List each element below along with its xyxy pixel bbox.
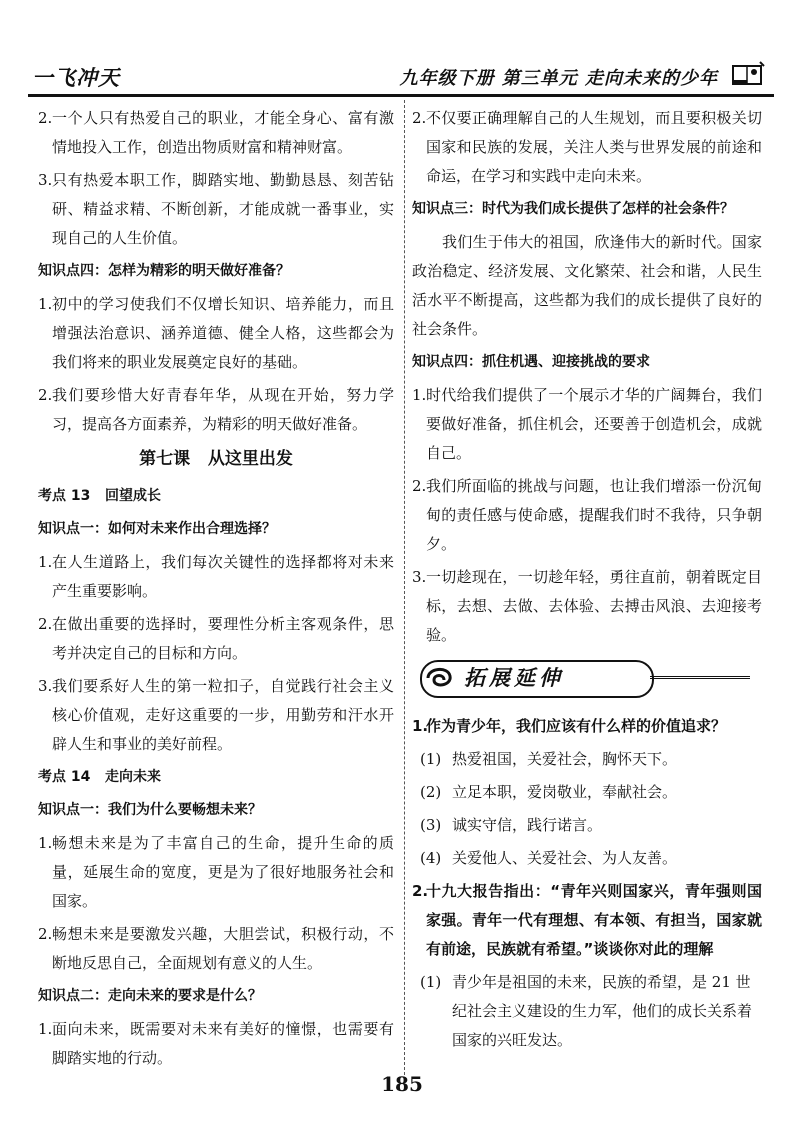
list-item-number: 1. [38,1020,53,1038]
answer-item-text: 立足本职，爱岗敬业，奉献社会。 [452,783,678,801]
answer-item-number: (3) [420,816,442,834]
knowledge-point-heading: 知识点二：走向未来的要求是什么？ [38,988,262,1004]
running-title: 九年级下册 第三单元 走向未来的少年 [399,68,718,89]
extension-banner [412,658,762,702]
answer-item-number: (4) [420,849,442,867]
answer-item-number: (1) [420,750,442,768]
list-item-text: 只有热爱本职工作，脚踏实地、勤勤恳恳、刻苦钻研、精益求精、不断创新，才能成就一番事业，实现自己的人生价值。 [52,171,394,247]
banner-title: 拓展延伸 [464,666,564,690]
list-item-number: 1. [412,386,427,404]
lesson-title: 第七课 从这里出发 [139,449,293,469]
list-item-text: 我们要珍惜大好青春年华，从现在开始，努力学习，提高各方面素养，为精彩的明天做好准备。 [52,386,394,433]
list-item [38,1015,394,1073]
knowledge-point-heading: 知识点三：时代为我们成长提供了怎样的社会条件？ [412,201,734,217]
list-item-number: 2. [38,615,53,633]
list-item-text: 畅想未来是为了丰富自己的生命，提升生命的质量，延展生命的宽度，更是为了很好地服务社会和国家。 [52,834,394,910]
list-item-number: 3. [38,171,53,189]
answer-item-text: 诚实守信，践行诺言。 [452,816,603,834]
list-item-text: 在做出重要的选择时，要理性分析主客观条件，思考并决定自己的目标和方向。 [52,615,394,662]
list-item [38,166,394,253]
answer-item [420,968,762,1055]
question-text: 作为青少年，我们应该有什么样的价值追求？ [426,717,727,735]
list-item-number: 3. [38,677,53,695]
list-item [412,563,762,650]
list-item-number: 1. [38,834,53,852]
right-column [412,104,762,1059]
answer-item [420,844,762,873]
list-item [412,381,762,468]
list-item-number: 2. [412,109,427,127]
list-item-text: 时代给我们提供了一个展示才华的广阔舞台，我们要做好准备，抓住机会，还要善于创造机会，成就自己。 [426,386,762,462]
answer-item [420,745,762,774]
list-item-number: 1. [38,295,53,313]
list-item-text: 初中的学习使我们不仅增长知识、培养能力，而且增强法治意识、涵养道德、健全人格，这些都会为我们将来的职业发展奠定良好的基础。 [52,295,394,371]
question [412,712,762,741]
exam-point-heading: 考点 13 回望成长 [38,488,161,504]
list-item-text: 不仅要正确理解自己的人生规划，而且要积极关切国家和民族的发展，关注人类与世界发展的前途和命运，在学习和实践中走向未来。 [426,109,762,185]
list-item-text: 一切趁现在，一切趁年轻，勇往直前，朝着既定目标，去想、去做、去体验、去搏击风浪、去迎接考验。 [426,568,762,644]
list-item [412,472,762,559]
list-item [38,290,394,377]
list-item-number: 2. [38,925,53,943]
answer-item-number: (1) [420,973,442,991]
knowledge-point-heading: 知识点一：我们为什么要畅想未来？ [38,802,262,818]
list-item-text: 面向未来，既需要对未来有美好的憧憬，也需要有脚踏实地的行动。 [52,1020,394,1067]
question [412,877,762,964]
list-item-number: 2. [38,109,53,127]
question-number: 1. [412,717,429,735]
left-column [38,104,394,1077]
list-item [38,672,394,759]
knowledge-point-heading: 知识点四：抓住机遇、迎接挑战的要求 [412,354,650,370]
book-ornament-icon [730,60,766,88]
list-item-text: 我们要系好人生的第一粒扣子，自觉践行社会主义核心价值观，走好这重要的一步，用勤劳和汗水开辟人生和事业的美好前程。 [52,677,394,753]
list-item-number: 2. [412,477,427,495]
answer-item-text: 关爱他人、关爱社会、为人友善。 [452,849,678,867]
paragraph: 我们生于伟大的祖国，欣逢伟大的新时代。国家政治稳定、经济发展、文化繁荣、社会和谐，人民生活水平不断提高，这些都为我们的成长提供了良好的社会条件。 [412,233,762,338]
list-item [38,610,394,668]
list-item [38,829,394,916]
answer-item-number: (2) [420,783,442,801]
page-number: 185 [381,1072,423,1096]
list-item [38,548,394,606]
question-number: 2. [412,882,429,900]
page-header [28,60,776,90]
list-item [38,104,394,162]
swirl-icon [422,662,458,692]
list-item-number: 1. [38,553,53,571]
answer-item-text: 青少年是祖国的未来，民族的希望，是 21 世纪社会主义建设的生力军，他们的成长关系着国家的兴旺发达。 [452,973,753,1049]
header-rule [28,94,774,97]
banner-rule [650,676,750,679]
answer-item [420,811,762,840]
list-item-text: 一个人只有热爱自己的职业，才能全身心、富有激情地投入工作，创造出物质财富和精神财富。 [52,109,394,156]
list-item [412,104,762,191]
list-item-text: 在人生道路上，我们每次关键性的选择都将对未来产生重要影响。 [52,553,394,600]
question-text: 十九大报告指出：“青年兴则国家兴，青年强则国家强。青年一代有理想、有本领、有担当，国家就有前途，民族就有希望。”谈谈你对此的理解 [426,882,762,958]
knowledge-point-heading: 知识点一：如何对未来作出合理选择？ [38,521,276,537]
list-item-number: 2. [38,386,53,404]
knowledge-point-heading: 知识点四：怎样为精彩的明天做好准备？ [38,263,290,279]
list-item-number: 3. [412,568,427,586]
answer-item-text: 热爱祖国，关爱社会，胸怀天下。 [452,750,678,768]
list-item-text: 我们所面临的挑战与问题，也让我们增添一份沉甸甸的责任感与使命感，提醒我们时不我待，只争朝夕。 [426,477,762,553]
column-divider [404,100,405,1075]
brand-logo-text: 一飞冲天 [32,65,120,90]
list-item-text: 畅想未来是要激发兴趣，大胆尝试，积极行动，不断地反思自己，全面规划有意义的人生。 [52,925,394,972]
list-item [38,920,394,978]
list-item [38,381,394,439]
answer-item [420,778,762,807]
exam-point-heading: 考点 14 走向未来 [38,769,161,785]
